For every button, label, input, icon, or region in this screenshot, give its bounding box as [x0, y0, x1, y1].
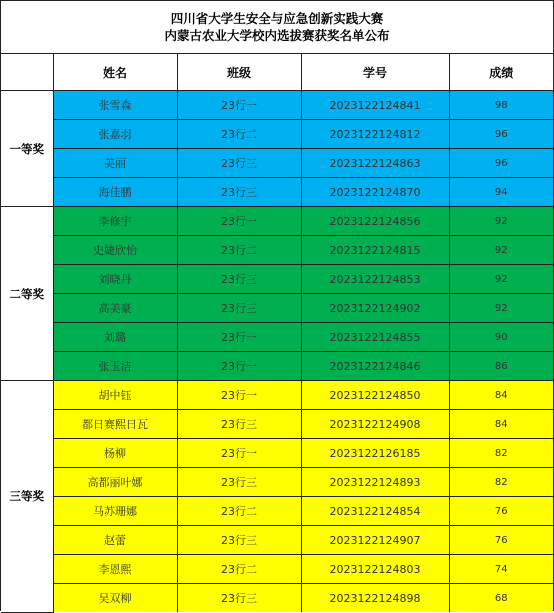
table-row [1, 207, 553, 236]
student-id-cell: 2023122124902 [301, 294, 449, 323]
student-name-cell: 高都丽叶娜 [53, 468, 177, 497]
score-cell: 96 [449, 149, 553, 178]
class-cell: 23行二 [177, 555, 301, 584]
table-row [1, 497, 553, 526]
class-cell: 23行三 [177, 468, 301, 497]
class-cell: 23行二 [177, 120, 301, 149]
score-cell: 86 [449, 352, 553, 381]
title-line-2: 内蒙古农业大学校内选拔赛获奖名单公布 [164, 28, 390, 43]
score-cell: 92 [449, 265, 553, 294]
student-id-cell: 2023122124908 [301, 410, 449, 439]
student-id-cell: 2023122124846 [301, 352, 449, 381]
class-cell: 23行三 [177, 410, 301, 439]
table-row [1, 91, 553, 120]
class-cell: 23行二 [177, 497, 301, 526]
table-row [1, 381, 553, 410]
award-group-label: 三等奖 [1, 381, 53, 613]
student-name-cell: 美丽 [53, 149, 177, 178]
score-cell: 84 [449, 410, 553, 439]
table-row [1, 178, 553, 207]
student-id-cell: 2023122124870 [301, 178, 449, 207]
table-row [1, 468, 553, 497]
student-name-cell: 吴双柳 [53, 584, 177, 613]
class-cell: 23行三 [177, 265, 301, 294]
score-cell: 76 [449, 526, 553, 555]
table-row [1, 120, 553, 149]
score-cell: 76 [449, 497, 553, 526]
award-group-label: 一等奖 [1, 91, 53, 207]
student-id-cell: 2023122124815 [301, 236, 449, 265]
header-class: 班级 [177, 54, 301, 91]
award-table [1, 54, 553, 613]
table-row [1, 439, 553, 468]
student-name-cell: 刘晓丹 [53, 265, 177, 294]
class-cell: 23行三 [177, 149, 301, 178]
table-row [1, 149, 553, 178]
class-cell: 23行三 [177, 294, 301, 323]
score-cell: 94 [449, 178, 553, 207]
class-cell: 23行三 [177, 178, 301, 207]
student-id-cell: 2023122124898 [301, 584, 449, 613]
student-id-cell: 2023122124856 [301, 207, 449, 236]
student-name-cell: 胡中钰 [53, 381, 177, 410]
student-name-cell: 都日赛熙日瓦 [53, 410, 177, 439]
class-cell: 23行一 [177, 352, 301, 381]
header-name: 姓名 [53, 54, 177, 91]
title-line-1: 四川省大学生安全与应急创新实践大赛 [170, 11, 384, 26]
header-row [1, 54, 553, 91]
score-cell: 92 [449, 236, 553, 265]
student-name-cell: 高美豪 [53, 294, 177, 323]
student-id-cell: 2023122124855 [301, 323, 449, 352]
student-name-cell: 杨柳 [53, 439, 177, 468]
class-cell: 23行二 [177, 236, 301, 265]
table-row [1, 526, 553, 555]
student-name-cell: 马苏珊娜 [53, 497, 177, 526]
student-id-cell: 2023122124854 [301, 497, 449, 526]
score-cell: 90 [449, 323, 553, 352]
student-name-cell: 张嘉羽 [53, 120, 177, 149]
score-cell: 96 [449, 120, 553, 149]
score-cell: 84 [449, 381, 553, 410]
score-cell: 98 [449, 91, 553, 120]
class-cell: 23行一 [177, 323, 301, 352]
student-name-cell: 史婕欣怡 [53, 236, 177, 265]
class-cell: 23行一 [177, 207, 301, 236]
class-cell: 23行一 [177, 381, 301, 410]
score-cell: 82 [449, 439, 553, 468]
student-name-cell: 张雪森 [53, 91, 177, 120]
class-cell: 23行一 [177, 439, 301, 468]
header-score: 成绩 [449, 54, 553, 91]
document-title [1, 1, 553, 54]
score-cell: 68 [449, 584, 553, 613]
table-row [1, 294, 553, 323]
score-cell: 92 [449, 294, 553, 323]
table-row [1, 410, 553, 439]
score-cell: 82 [449, 468, 553, 497]
header-student-id: 学号 [301, 54, 449, 91]
table-row [1, 265, 553, 294]
score-cell: 74 [449, 555, 553, 584]
student-id-cell: 2023122124863 [301, 149, 449, 178]
student-name-cell: 李恩熙 [53, 555, 177, 584]
header-group [1, 54, 53, 91]
student-id-cell: 2023122124850 [301, 381, 449, 410]
class-cell: 23行三 [177, 584, 301, 613]
student-id-cell: 2023122124841 [301, 91, 449, 120]
student-name-cell: 刘璐 [53, 323, 177, 352]
class-cell: 23行三 [177, 526, 301, 555]
table-row [1, 236, 553, 265]
student-id-cell: 2023122126185 [301, 439, 449, 468]
student-id-cell: 2023122124907 [301, 526, 449, 555]
student-id-cell: 2023122124853 [301, 265, 449, 294]
student-name-cell: 李修宇 [53, 207, 177, 236]
award-table-body [1, 91, 553, 613]
student-name-cell: 赵蕾 [53, 526, 177, 555]
class-cell: 23行一 [177, 91, 301, 120]
student-name-cell: 海佳鹏 [53, 178, 177, 207]
score-cell: 92 [449, 207, 553, 236]
table-row [1, 584, 553, 613]
award-group-label: 二等奖 [1, 207, 53, 381]
student-id-cell: 2023122124803 [301, 555, 449, 584]
table-row [1, 555, 553, 584]
student-name-cell: 张玉洁 [53, 352, 177, 381]
student-id-cell: 2023122124893 [301, 468, 449, 497]
table-row [1, 323, 553, 352]
table-row [1, 352, 553, 381]
student-id-cell: 2023122124812 [301, 120, 449, 149]
